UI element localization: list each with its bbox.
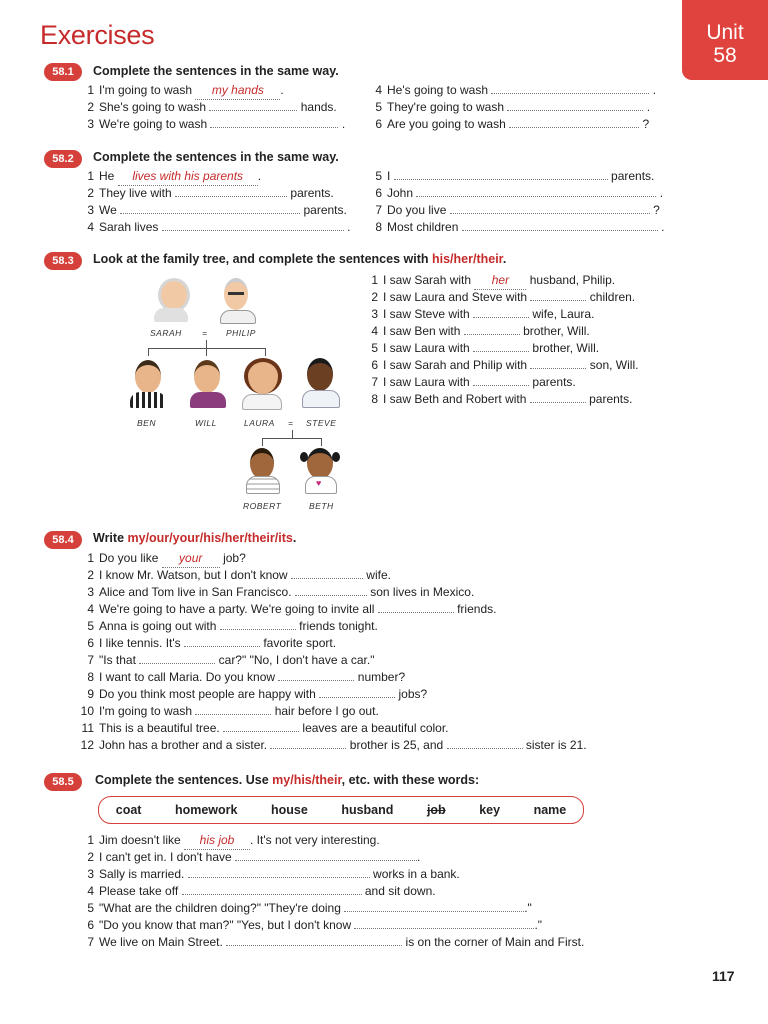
answer-example: my hands <box>195 82 280 100</box>
tree-name-laura: LAURA <box>244 418 275 428</box>
exercise-item: 2 I know Mr. Watson, but I don't know wife. <box>87 568 391 582</box>
exercise-badge: 58.2 <box>44 150 82 168</box>
exercise-item: 6 Are you going to wash ? <box>375 117 650 131</box>
exercise-item: 1 Do you like your job? <box>80 550 587 567</box>
exercise-item: 3 We parents. <box>87 203 347 217</box>
philip-body-icon <box>220 310 256 324</box>
exercise-item: 7 "Is that car?" "No, I don't have a car." <box>87 653 375 667</box>
tree-name-philip: PHILIP <box>226 328 256 338</box>
answer-blank[interactable] <box>162 219 344 231</box>
exercise-item: 12 John has a brother and a sister. brother is 25, and sister is 21. <box>80 738 587 752</box>
ex1-right-column <box>368 82 656 133</box>
answer-blank[interactable] <box>223 720 299 732</box>
answer-blank[interactable] <box>278 669 354 681</box>
answer-blank[interactable] <box>530 391 586 403</box>
word-item: key <box>479 803 501 817</box>
ex4-items <box>80 550 587 754</box>
answer-blank[interactable] <box>291 567 363 579</box>
exercise-badge: 58.4 <box>44 531 82 549</box>
ex2-left-column <box>80 168 350 236</box>
exercise-item: 3 I saw Steve with wife, Laura. <box>371 307 595 321</box>
answer-example: your <box>162 550 220 568</box>
exercise-item: 1 I saw Sarah with her husband, Philip. <box>364 272 638 289</box>
tree-name-ben: BEN <box>137 418 156 428</box>
exercise-badge: 58.5 <box>44 773 82 791</box>
exercise-item: 3 Sally is married. works in a bank. <box>87 867 460 881</box>
exercise-instruction: Complete the sentences. Use my/his/their, etc. with these words: <box>95 773 480 787</box>
exercise-instruction: Complete the sentences in the same way. <box>93 64 339 78</box>
answer-blank[interactable] <box>120 202 300 214</box>
will-body-icon <box>190 392 226 408</box>
glasses-icon <box>228 292 244 295</box>
answer-blank[interactable] <box>210 116 338 128</box>
laura-body-icon <box>242 394 282 410</box>
answer-blank[interactable] <box>450 202 650 214</box>
answer-blank[interactable] <box>209 99 297 111</box>
exercise-item: 4 We're going to have a party. We're going to invite all friends. <box>87 602 497 616</box>
ex1-left-column <box>80 82 345 133</box>
exercise-instruction: Look at the family tree, and complete the sentences with his/her/their. <box>93 252 507 266</box>
word-item: coat <box>115 803 142 817</box>
answer-blank[interactable] <box>188 866 370 878</box>
answer-example: his job <box>184 832 250 850</box>
exercise-item: 7 Do you live ? <box>375 203 660 217</box>
answer-blank[interactable] <box>530 289 586 301</box>
tree-connector <box>321 438 322 446</box>
exercise-item: 3 We're going to wash . <box>87 117 346 131</box>
answer-example: her <box>474 272 526 290</box>
exercise-item: 5 "What are the children doing?" "They're doing ." <box>87 901 532 915</box>
ben-body-icon <box>130 392 166 408</box>
exercise-item: 4 I saw Ben with brother, Will. <box>371 324 590 338</box>
exercise-item: 7 We live on Main Street. is on the corner of Main and First. <box>87 935 585 949</box>
tree-connector <box>148 348 149 356</box>
exercise-item: 2 I saw Laura and Steve with children. <box>371 290 636 304</box>
answer-blank[interactable] <box>462 219 658 231</box>
exercise-item: 2 I can't get in. I don't have . <box>87 850 421 864</box>
exercise-item: 4 He's going to wash . <box>375 83 657 97</box>
tree-connector <box>206 348 207 356</box>
word-item: homework <box>174 803 238 817</box>
exercise-item: 9 Do you think most people are happy with jobs? <box>87 687 428 701</box>
exercise-item: 5 They're going to wash . <box>375 100 651 114</box>
exercise-item: 3 Alice and Tom live in San Francisco. son lives in Mexico. <box>87 585 475 599</box>
tree-connector <box>206 340 207 348</box>
answer-example: lives with his parents <box>118 168 258 186</box>
answer-blank[interactable] <box>378 601 454 613</box>
tree-name-beth: BETH <box>309 501 334 511</box>
answer-blank[interactable] <box>530 357 586 369</box>
exercise-item: 6 I saw Sarah and Philip with son, Will. <box>371 358 639 372</box>
exercise-badge: 58.3 <box>44 252 82 270</box>
exercise-item: 5 Anna is going out with friends tonight. <box>87 619 378 633</box>
answer-blank[interactable] <box>473 374 529 386</box>
exercise-item: 4 Please take off and sit down. <box>87 884 436 898</box>
exercise-item: 2 She's going to wash hands. <box>87 100 337 114</box>
answer-blank[interactable] <box>509 116 639 128</box>
steve-face-icon <box>307 358 333 391</box>
word-item: house <box>271 803 308 817</box>
exercise-item: 8 I want to call Maria. Do you know number? <box>87 670 406 684</box>
word-item-used: job <box>426 803 446 817</box>
ex3-items <box>364 272 638 408</box>
word-item: name <box>533 803 567 817</box>
word-box <box>98 796 584 824</box>
answer-blank[interactable] <box>354 917 534 929</box>
beth-hair-icon <box>332 452 340 462</box>
laura-face-icon <box>244 358 282 394</box>
exercise-item: 6 "Do you know that man?" "Yes, but I don't know ." <box>87 918 543 932</box>
heart-icon: ♥ <box>316 478 322 488</box>
exercise-item: 6 John . <box>375 186 664 200</box>
answer-blank[interactable] <box>270 737 346 749</box>
answer-blank[interactable] <box>184 635 260 647</box>
tree-name-steve: STEVE <box>306 418 337 428</box>
exercise-item: 1 He lives with his parents . <box>80 168 350 185</box>
robert-face-icon <box>250 448 274 479</box>
answer-blank[interactable] <box>319 686 395 698</box>
exercise-item: 8 Most children . <box>375 220 665 234</box>
unit-label: Unit <box>706 21 744 44</box>
answer-blank[interactable] <box>220 618 296 630</box>
exercise-item: 11 This is a beautiful tree. leaves are a beautiful color. <box>81 721 449 735</box>
tree-connector <box>262 438 263 446</box>
page-title: Exercises <box>40 20 155 50</box>
exercise-item: 1 Jim doesn't like his job . It's not very interesting. <box>80 832 584 849</box>
beth-hair-icon <box>300 452 308 462</box>
answer-blank[interactable] <box>491 82 649 94</box>
page-number: 117 <box>712 968 735 984</box>
family-tree <box>110 272 360 517</box>
word-item: husband <box>341 803 394 817</box>
exercise-item: 8 I saw Beth and Robert with parents. <box>371 392 633 406</box>
tree-name-robert: ROBERT <box>243 501 282 511</box>
answer-blank[interactable] <box>226 934 402 946</box>
exercise-item: 7 I saw Laura with parents. <box>371 375 576 389</box>
sarah-face-icon <box>158 278 190 312</box>
answer-blank[interactable] <box>182 883 362 895</box>
tree-equals: = <box>288 418 294 428</box>
answer-blank[interactable] <box>464 323 520 335</box>
tree-connector <box>262 438 322 439</box>
robert-body-icon <box>246 476 280 494</box>
answer-blank[interactable] <box>447 737 523 749</box>
answer-blank[interactable] <box>195 703 271 715</box>
tree-name-will: WILL <box>195 418 217 428</box>
exercise-instruction: Complete the sentences in the same way. <box>93 150 339 164</box>
will-face-icon <box>194 360 220 393</box>
answer-blank[interactable] <box>473 306 529 318</box>
exercise-item: 1 I'm going to wash my hands . <box>80 82 345 99</box>
answer-blank[interactable] <box>344 900 524 912</box>
exercise-item: 10 I'm going to wash hair before I go out. <box>80 704 379 718</box>
tree-connector <box>265 348 266 356</box>
answer-blank[interactable] <box>416 185 656 197</box>
steve-body-icon <box>302 390 340 408</box>
ex2-right-column <box>368 168 664 236</box>
exercise-instruction: Write my/our/your/his/her/their/its. <box>93 531 297 545</box>
ben-face-icon <box>135 360 161 393</box>
tree-connector <box>148 348 266 349</box>
exercise-item: 5 I saw Laura with brother, Will. <box>371 341 600 355</box>
answer-blank[interactable] <box>295 584 367 596</box>
beth-face-icon <box>307 448 333 479</box>
exercise-item: 4 Sarah lives . <box>87 220 351 234</box>
tree-equals: = <box>202 328 208 338</box>
answer-blank[interactable] <box>175 185 287 197</box>
answer-blank[interactable] <box>507 99 643 111</box>
answer-blank[interactable] <box>394 168 608 180</box>
answer-blank[interactable] <box>235 849 417 861</box>
tree-name-sarah: SARAH <box>150 328 182 338</box>
exercise-item: 2 They live with parents. <box>87 186 334 200</box>
exercise-badge: 58.1 <box>44 63 82 81</box>
exercise-item: 6 I like tennis. It's favorite sport. <box>87 636 337 650</box>
exercise-item: 5 I parents. <box>375 169 655 183</box>
tree-connector <box>292 430 293 438</box>
sarah-body-icon <box>154 308 188 322</box>
answer-blank[interactable] <box>139 652 215 664</box>
unit-tab <box>682 0 768 80</box>
answer-blank[interactable] <box>473 340 529 352</box>
unit-number: 58 <box>713 44 737 67</box>
ex5-items <box>80 832 584 951</box>
